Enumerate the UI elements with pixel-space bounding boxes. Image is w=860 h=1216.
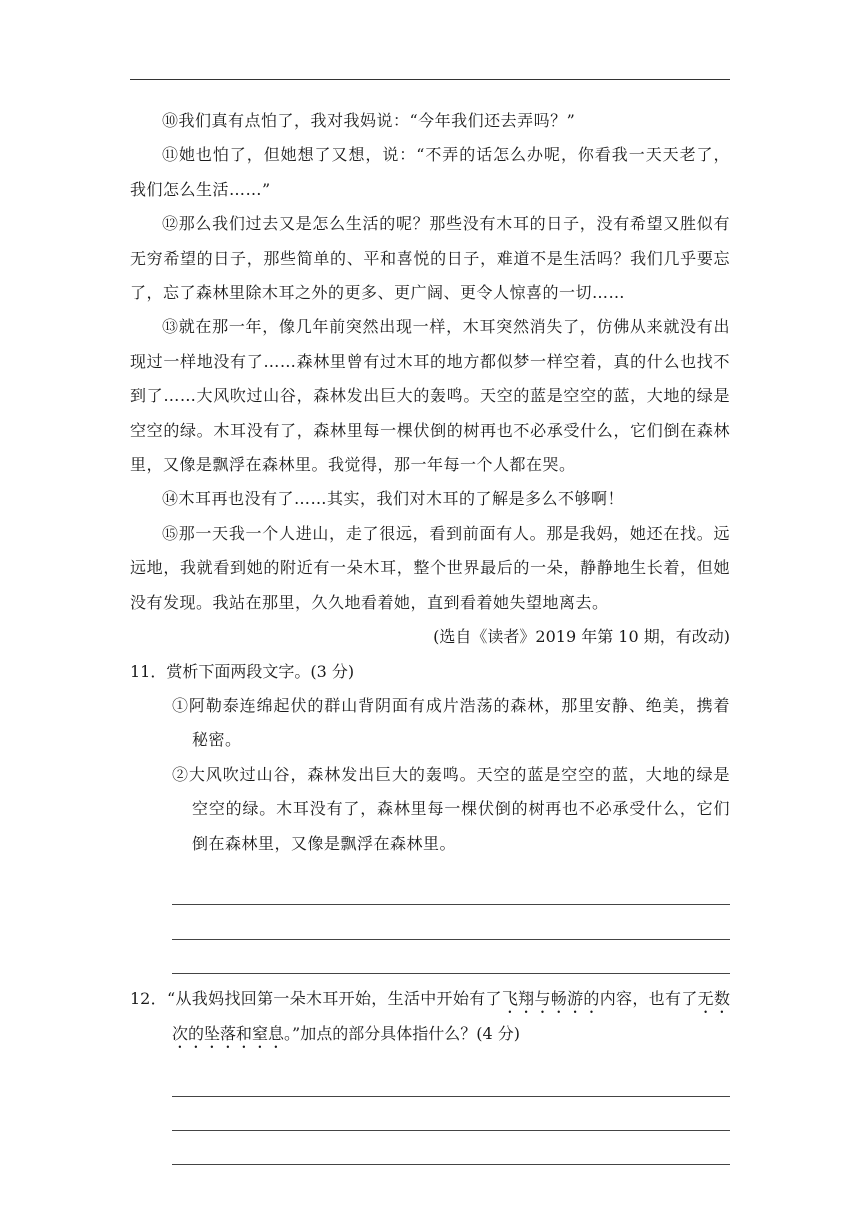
paragraph-14: ⑭木耳再也没有了……其实，我们对木耳的了解是多么不够啊！ [162, 489, 625, 509]
emphasized-phrase-1: 飞翔与畅游的 [501, 989, 600, 1009]
page-content [130, 104, 730, 1165]
answer-line[interactable] [172, 871, 730, 905]
question-12-prefix: 12．“从我妈找回第一朵木耳开始，生活中开始有了 [130, 989, 502, 1009]
question-12 [130, 982, 730, 1165]
question-11-item-1: ①阿勒泰连绵起伏的群山背阴面有成片浩荡的森林，那里安静、绝美，携着秘密。 [172, 695, 730, 750]
answer-line[interactable] [172, 1062, 730, 1096]
answer-line[interactable] [172, 1131, 730, 1165]
answer-area-11[interactable] [130, 871, 730, 974]
answer-line[interactable] [172, 1097, 730, 1131]
paragraph-11: ⑪她也怕了，但她想了又想，说：“不弄的话怎么办呢，你看我一天天老了，我们怎么生活……” [130, 145, 730, 199]
answer-line[interactable] [172, 905, 730, 939]
answer-area-12[interactable] [130, 1062, 730, 1165]
paragraph-12: ⑫那么我们过去又是怎么生活的呢？那些没有木耳的日子，没有希望又胜似有无穷希望的日子，那些简单的、平和喜悦的日子，难道不是生活吗？我们几乎要忘了，忘了森林里除木耳之外的更多、更广阔、更令人惊喜的一切…… [130, 214, 730, 303]
paragraph-13: ⑬就在那一年，像几年前突然出现一样，木耳突然消失了，仿佛从来就没有出现过一样地没有了……森林里曾有过木耳的地方都似梦一样空着，真的什么也找不到了……大风吹过山谷，森林发出巨大的轰鸣。天空的蓝是空空的蓝，大地的绿是空空的绿。木耳没有了，森林里每一棵伏倒的树再也不必承受什么，它们倒在森林里，又像是飘浮在森林里。我觉得，那一年每一个人都在哭。 [130, 317, 730, 475]
question-11-item-2: ②大风吹过山谷，森林发出巨大的轰鸣。天空的蓝是空空的蓝，大地的绿是空空的绿。木耳没有了，森林里每一棵伏倒的树再也不必承受什么，它们倒在森林里，又像是飘浮在森林里。 [172, 764, 730, 853]
paragraph-10: ⑩我们真有点怕了，我对我妈说：“今年我们还去弄吗？” [162, 111, 576, 130]
question-11-stem: 11．赏析下面两段文字。(3 分) [130, 661, 355, 681]
paragraph-15: ⑮那一天我一个人进山，走了很远，看到前面有人。那是我妈，她还在找。远远地，我就看到她的附近有一朵木耳，整个世界最后的一朵，静静地生长着，但她没有发现。我站在那里，久久地看着她，直到看着她失望地离去。 [130, 523, 730, 612]
emphasized-phrase-2: 无数次的坠落和窒息 [172, 989, 730, 1044]
question-12-suffix: 。”加点的部分具体指什么？(4 分) [284, 1024, 520, 1044]
top-rule [130, 79, 730, 80]
question-12-stem [130, 982, 730, 1052]
question-11 [130, 655, 730, 975]
source-citation: (选自《读者》2019 年第 10 期，有改动) [433, 627, 730, 647]
question-12-mid: 内容，也有了 [599, 989, 698, 1009]
answer-line[interactable] [172, 940, 730, 974]
